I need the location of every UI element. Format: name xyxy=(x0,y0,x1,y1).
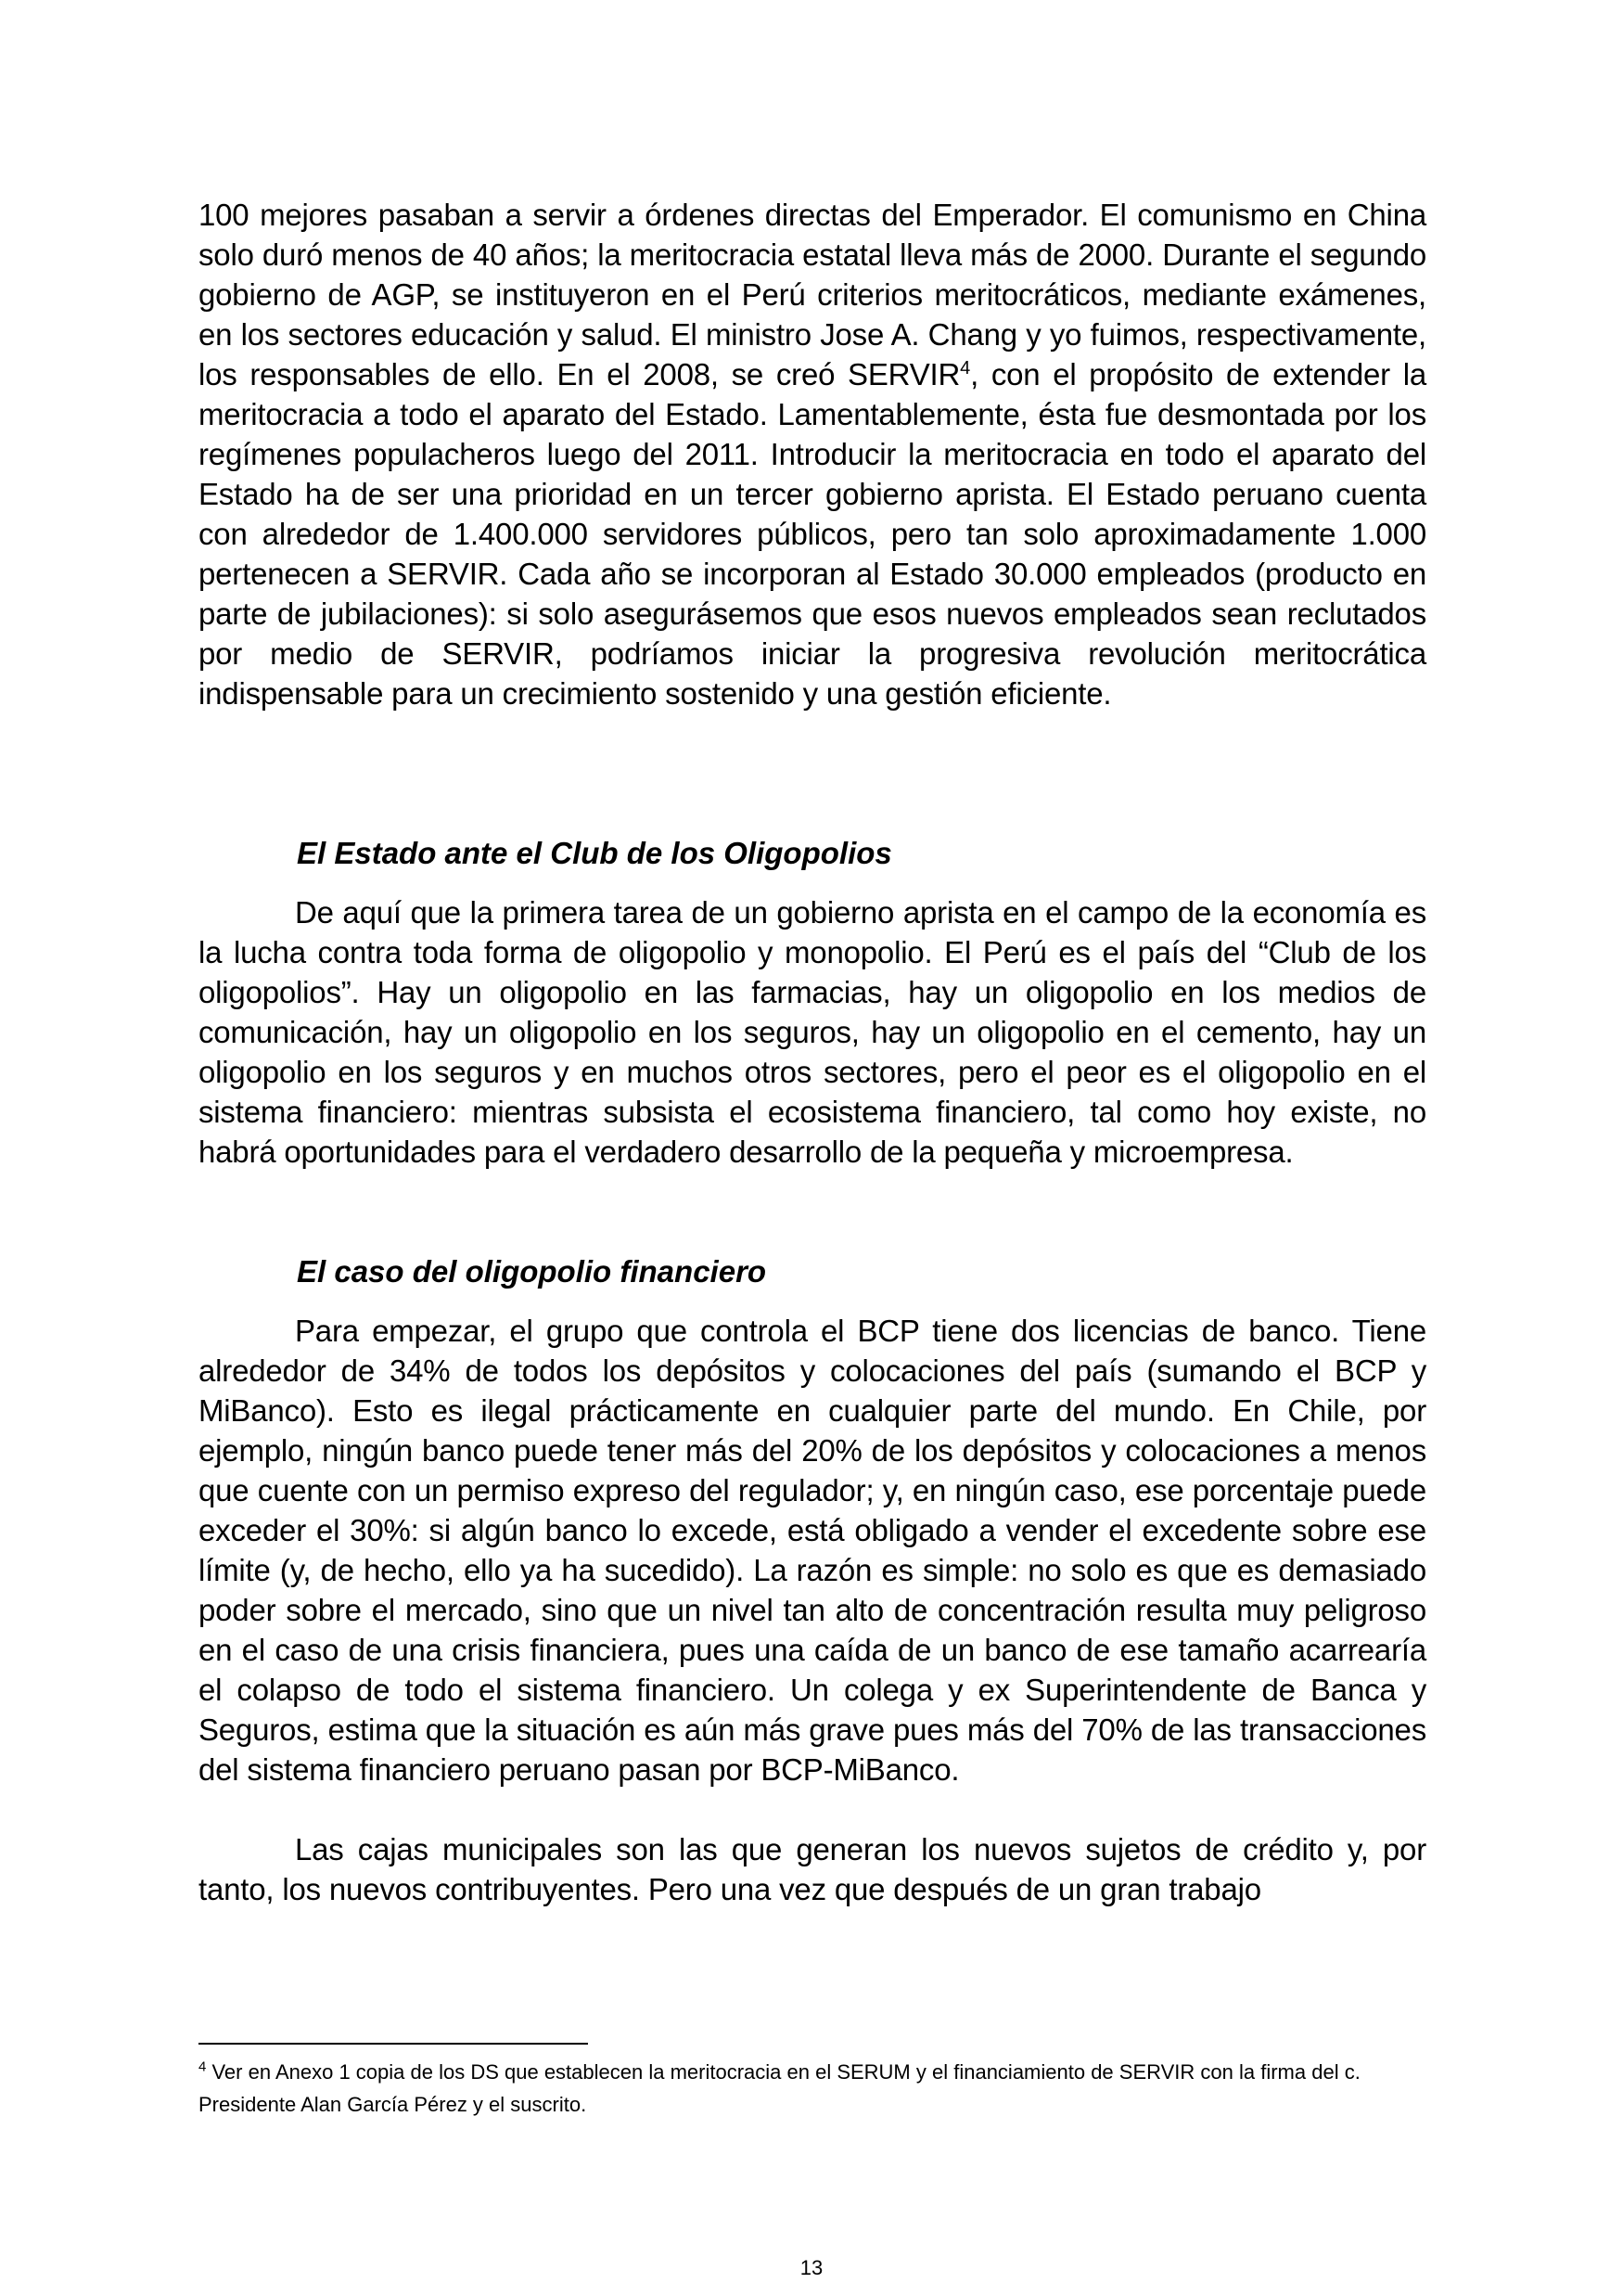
section-heading-oligopolios: El Estado ante el Club de los Oligopolios xyxy=(297,836,892,870)
footnote-separator xyxy=(198,2043,588,2045)
footnote xyxy=(198,2056,1426,2121)
footnote-number: 4 xyxy=(198,2059,207,2075)
footnote-text: Ver en Anexo 1 copia de los DS que establecen la meritocracia en el SERUM y el financiamiento de SERVIR con la firma del c. Presidente Alan García Pérez y el suscrito. xyxy=(198,2060,1361,2116)
paragraph-bcp: Para empezar, el grupo que controla el BCP tiene dos licencias de banco. Tiene alrededor de 34% de todos los depósitos y colocaciones del país (sumando el BCP y MiBanco). Esto es ilegal prácticamente en cualquier parte del mundo. En Chile, por ejemplo, ningún banco puede tener más del 20% de los depósitos y colocaciones a menos que cuente con un permiso expreso del regulador; y, en ningún caso, ese porcentaje puede exceder el 30%: si algún banco lo excede, está obligado a vender el excedente sobre ese límite (y, de hecho, ello ya ha sucedido). La razón es simple: no solo es que es demasiado poder sobre el mercado, sino que un nivel tan alto de concentración resulta muy peligroso en el caso de una crisis financiera, pues una caída de un banco de ese tamaño acarrearía el colapso de todo el sistema financiero. Un colega y ex Superintendente de Banca y Seguros, estima que la situación es aún más grave pues más del 70% de las transacciones del sistema financiero peruano pasan por BCP-MiBanco. xyxy=(198,1314,1426,1787)
paragraph-meritocracia xyxy=(198,195,1426,713)
paragraph-cajas-municipales: Las cajas municipales son las que generan los nuevos sujetos de crédito y, por tanto, los nuevos contribuyentes. Pero una vez que después de un gran trabajo xyxy=(198,1832,1426,1906)
page-body xyxy=(198,195,1426,1909)
paragraph-text: , con el propósito de extender la meritocracia a todo el aparato del Estado. Lamentablemente, ésta fue desmontada por los regímenes populacheros luego del 2011. Introducir la meritocracia en todo el aparato del Estado ha de ser una prioridad en un tercer gobierno aprista. El Estado peruano cuenta con alrededor de 1.400.000 servidores públicos, pero tan solo aproximadamente 1.000 pertenecen a SERVIR. Cada año se incorporan al Estado 30.000 empleados (producto en parte de jubilaciones): si solo asegurásemos que esos nuevos empleados sean reclutados por medio de SERVIR, podríamos iniciar la progresiva revolución meritocrática indispensable para un crecimiento sostenido y una gestión eficiente. xyxy=(198,357,1426,711)
paragraph-oligopolios: De aquí que la primera tarea de un gobierno aprista en el campo de la economía es la lucha contra toda forma de oligopolio y monopolio. El Perú es el país del “Club de los oligopolios”. Hay un oligopolio en las farmacias, hay un oligopolio en los medios de comunicación, hay un oligopolio en los seguros, hay un oligopolio en el cemento, hay un oligopolio en los seguros y en muchos otros sectores, pero el peor es el oligopolio en el sistema financiero: mientras subsista el ecosistema financiero, tal como hoy existe, no habrá oportunidades para el verdadero desarrollo de la pequeña y microempresa. xyxy=(198,895,1426,1169)
section-heading-oligopolio-financiero: El caso del oligopolio financiero xyxy=(297,1254,767,1289)
footnote-reference[interactable]: 4 xyxy=(960,358,971,378)
paragraph-text: 100 mejores pasaban a servir a órdenes directas del Emperador. El comunismo en China solo duró menos de 40 años; la meritocracia estatal lleva más de 2000. Durante el segundo gobierno de AGP, se instituyeron en el Perú criterios meritocráticos, mediante exámenes, en los sectores educación y salud. El ministro Jose A. Chang y yo fuimos, respectivamente, los responsables de ello. En el 2008, se creó SERVIR xyxy=(198,198,1426,391)
page-number: 13 xyxy=(799,2256,824,2279)
